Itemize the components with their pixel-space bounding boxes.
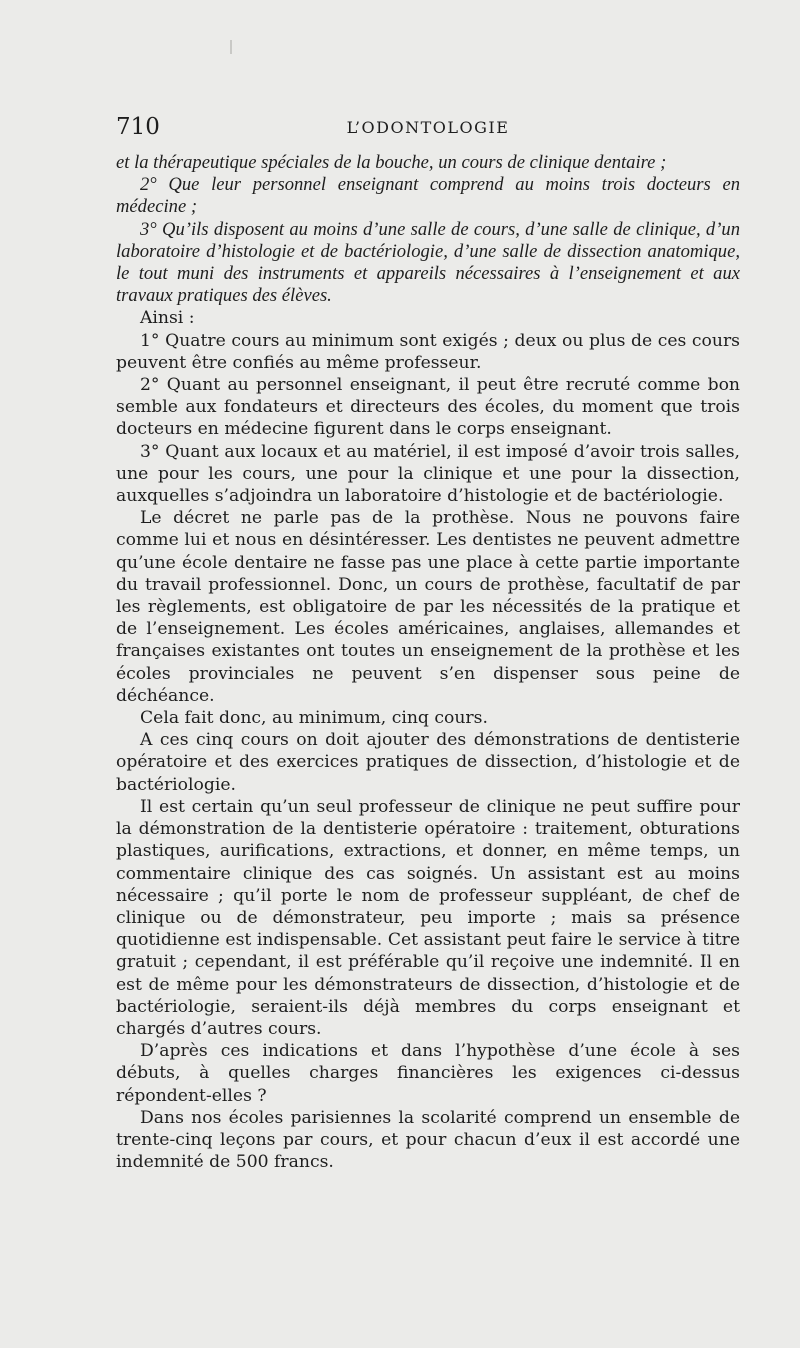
running-title: L’ODONTOLOGIE [346, 118, 510, 137]
paragraph: Ainsi : [140, 308, 195, 329]
paragraph: A ces cinq cours on doit ajouter des démonstrations de dentisterie opératoire et des exercices pratiques de dissection, d’histologie et de bactériologie. [116, 730, 740, 795]
paragraph: Dans nos écoles parisiennes la scolarité comprend un ensemble de trente-cinq leçons par cours, et pour chacun d’eux il est accordé une indemnité de 500 francs. [116, 1107, 740, 1173]
paragraph: Il est certain qu’un seul professeur de clinique ne peut suffire pour la démonstration de la dentisterie opératoire : traitement, obturations plastiques, aurifications, extractions, et donner, en même temps, un commentaire clinique des cas soignés. Un assistant est au moins nécessaire ; qu’il porte le nom de professeur suppléant, de chef de clinique ou de démonstrateur, peu importe ; mais sa présence quotidienne est indispensable. Cet assistant peut faire le service à titre gratuit ; cependant, il est préférable qu’il reçoive une indemnité. Il en est de même pour les démonstrateurs de dissection, d’histologie et de bactériologie, seraient-ils déjà membres du corps enseignant et chargés d’autres cours. [116, 796, 740, 1039]
body-text [116, 152, 740, 1173]
paragraph: 3° Qu’ils disposent au moins d’une salle de cours, d’une salle de clinique, d’un laboratoire d’histologie et de bactériologie, d’une salle de dissection anatomique, le tout muni des instruments et appareils nécessaires à l’enseignement et aux travaux pratiques des élèves. [116, 218, 740, 307]
paragraph: 1° Quatre cours au minimum sont exigés ; deux ou plus de ces cours peuvent être confiés au même professeur. [116, 330, 740, 373]
paragraph: Le décret ne parle pas de la prothèse. Nous ne pouvons faire comme lui et nous en désintéresser. Les dentistes ne peuvent admettre qu’une école dentaire ne fasse pas une place à cette partie importante du travail professionnel. Donc, un cours de prothèse, facultatif de par les règlements, est obligatoire de par les nécessités de la pratique et de l’enseignement. Les écoles américaines, anglaises, allemandes et françaises existantes ont toutes un enseignement de la prothèse et les écoles provinciales ne peuvent s’en dispenser sous peine de déchéance. [116, 508, 740, 706]
paragraph: Cela fait donc, au minimum, cinq cours. [140, 708, 488, 729]
paragraph: 3° Quant aux locaux et au matériel, il est imposé d’avoir trois salles, une pour les cours, une pour la clinique et une pour la dissection, auxquelles s’adjoindra un laboratoire d’histologie et de bactériologie. [116, 441, 740, 507]
paragraph: 2° Que leur personnel enseignant comprend au moins trois docteurs en médecine ; [116, 174, 740, 218]
paragraph: 2° Quant au personnel enseignant, il peut être recruté comme bon semble aux fondateurs et directeurs des écoles, du moment que trois docteurs en médecine figurent dans le corps enseignant. [116, 375, 740, 440]
paragraph: et la thérapeutique spéciales de la bouche, un cours de clinique dentaire ; [116, 152, 667, 173]
paragraph: D’après ces indications et dans l’hypothèse d’une école à ses débuts, à quelles charges financières les exigences ci-dessus répondent-elles ? [116, 1041, 740, 1106]
paper-mark [230, 40, 232, 54]
page-number: 710 [116, 114, 160, 140]
page-header [116, 112, 740, 142]
